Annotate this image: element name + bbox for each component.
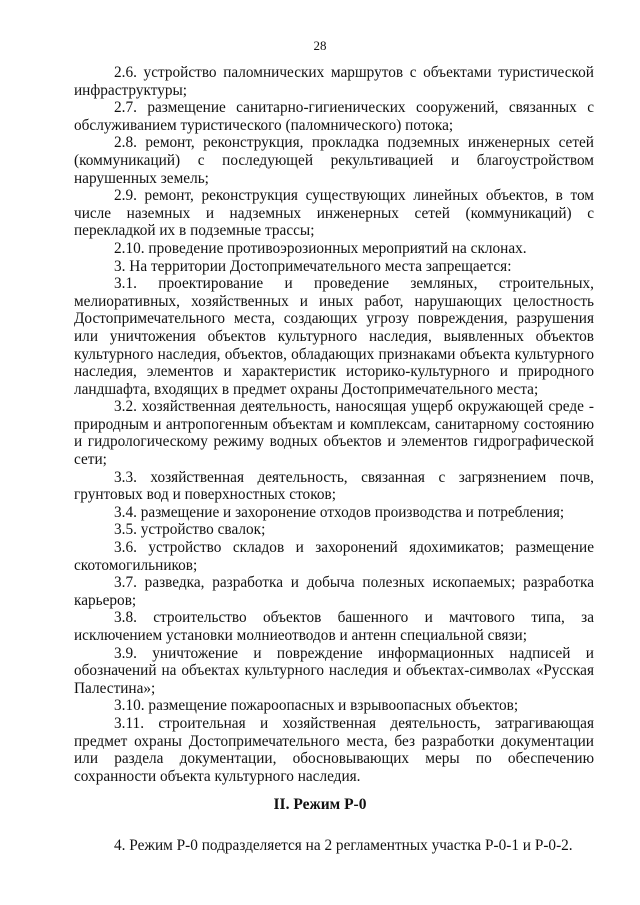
paragraph-3-4: 3.4. размещение и захоронение отходов производства и потребления; — [114, 503, 565, 521]
paragraph-2-6: 2.6. устройство паломнических маршрутов с объектами туристической инфраструктуры; — [74, 64, 594, 99]
document-body — [74, 64, 594, 785]
paragraph-2-8: 2.8. ремонт, реконструкция, прокладка подземных инженерных сетей (коммуникаций) с последующей рекультивацией и благоустройством нарушенных земель; — [74, 134, 594, 187]
paragraph-3-6: 3.6. устройство складов и захоронений ядохимикатов; размещение скотомогильников; — [74, 539, 594, 574]
paragraph-2-10: 2.10. проведение противоэрозионных мероприятий на склонах. — [114, 239, 527, 257]
paragraph-3-7: 3.7. разведка, разработка и добыча полезных ископаемых; разработка карьеров; — [74, 574, 594, 609]
paragraph-3-11: 3.11. строительная и хозяйственная деятельность, затрагивающая предмет охраны Достопримечательного места, без разработки документации или раздела документации, обосновывающих меры по обеспечению сохранности объекта культурного наследия. — [74, 714, 594, 785]
paragraph-3-5: 3.5. устройство свалок; — [114, 521, 266, 539]
paragraph-2-9: 2.9. ремонт, реконструкция существующих линейных объектов, в том числе наземных и надземных инженерных сетей (коммуникаций) с перекладкой их в подземные трассы; — [74, 187, 594, 240]
paragraph-3-9: 3.9. уничтожение и повреждение информационных надписей и обозначений на объектах культурного наследия и объектах-символах «Русская Палестина»; — [74, 644, 594, 697]
paragraph-3-3: 3.3. хозяйственная деятельность, связанная с загрязнением почв, грунтовых вод и поверхностных стоков; — [74, 468, 594, 504]
page-number: 28 — [313, 38, 327, 53]
paragraph-2-7: 2.7. размещение санитарно-гигиенических сооружений, связанных с обслуживанием туристического (паломнического) потока; — [74, 99, 594, 134]
paragraph-3-2: 3.2. хозяйственная деятельность, наносящая ущерб окружающей среде - природным и антропогенным объектам и комплексам, санитарному состоянию и гидрологическому режиму водных объектов и элементов гидрографической сети; — [74, 398, 594, 469]
section-heading: II. Режим Р-0 — [273, 796, 367, 813]
paragraph-3-8: 3.8. строительство объектов башенного и мачтового типа, за исключением установки молниеотводов и антенн специальной связи; — [74, 609, 594, 644]
paragraph-3: 3. На территории Достопримечательного места запрещается: — [114, 257, 512, 275]
paragraph-4: 4. Режим Р-0 подразделяется на 2 регламентных участка Р-0-1 и Р-0-2. — [114, 837, 573, 854]
paragraph-3-1: 3.1. проектирование и проведение земляных, строительных, мелиоративных, хозяйственных и иных работ, нарушающих целостность Достопримечательного места, создающих угрозу повреждения, разрушения или уничтожения объектов культурного наследия, выявленных объектов культурного наследия, объектов, обладающих признаками объекта культурного наследия, элементов и характеристик историко-культурного и природного ландшафта, входящих в предмет охраны Достопримечательного места; — [74, 275, 594, 398]
paragraph-3-10: 3.10. размещение пожароопасных и взрывоопасных объектов; — [114, 697, 519, 715]
